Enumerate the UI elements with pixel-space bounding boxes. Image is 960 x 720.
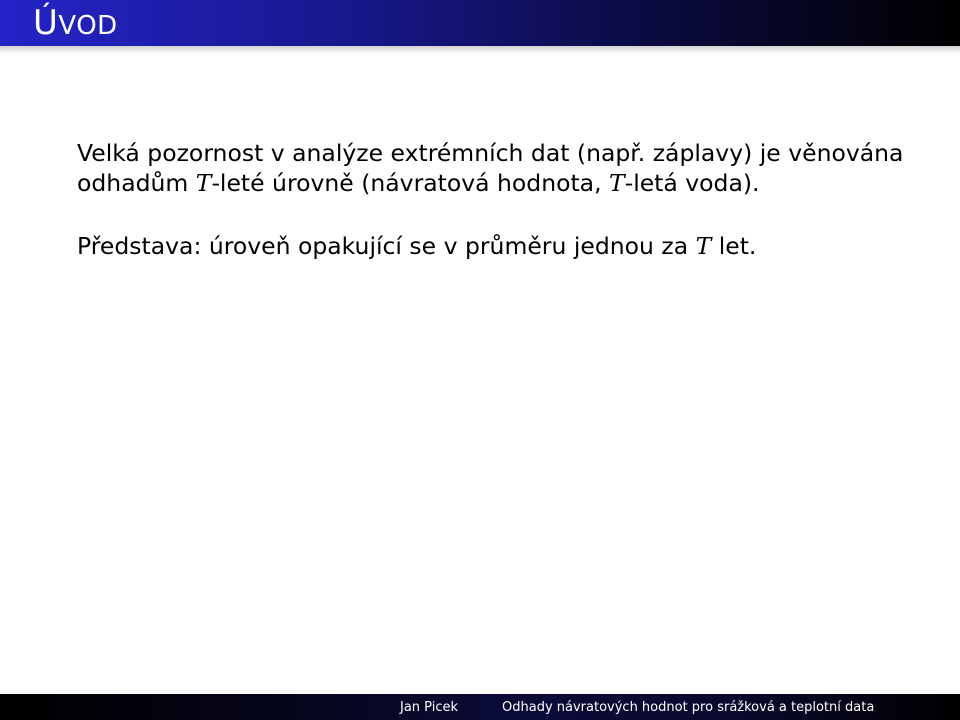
slide-title-rest: VOD	[58, 11, 118, 41]
paragraph-extreme-data	[77, 138, 937, 198]
title-bar-shadow	[0, 46, 960, 54]
paragraph1-text-3: -letá voda).	[624, 169, 760, 197]
paragraph1-math-T-1: T	[195, 169, 212, 197]
footer-author-panel	[0, 694, 480, 720]
slide-title-initial: Ú	[33, 3, 59, 43]
paragraph-concept	[77, 231, 937, 261]
paragraph1-text-1: Velká pozornost v analýze extrémních dat (např. záplavy) je věnována odhadům	[77, 139, 904, 197]
footer-author: Jan Picek	[399, 700, 458, 715]
paragraph2-math-T: T	[695, 232, 712, 260]
footer	[0, 694, 960, 720]
paragraph2-text-2: let.	[711, 232, 757, 260]
slide-title	[33, 3, 118, 46]
paragraph1-math-T-2: T	[609, 169, 625, 197]
footer-title-panel	[480, 694, 960, 720]
footer-talk-title: Odhady návratových hodnot pro srážková a teplotní data	[502, 700, 875, 715]
paragraph1-text-2: -leté úrovně (návratová hodnota,	[211, 169, 610, 197]
paragraph2-text-1: Představa: úroveň opakující se v průměru jednou za	[77, 232, 696, 260]
slide-content	[77, 138, 937, 261]
title-bar	[0, 0, 960, 46]
